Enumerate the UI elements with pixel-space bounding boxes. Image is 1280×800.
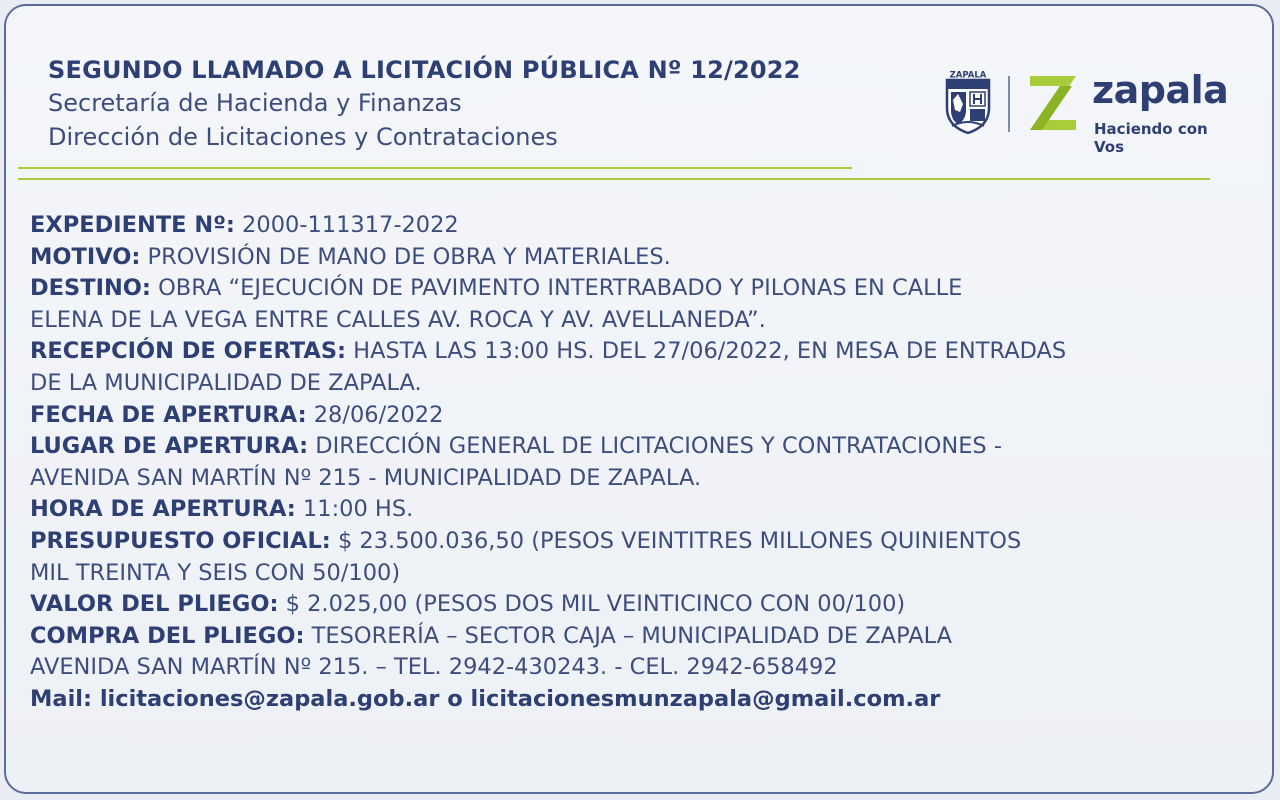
expediente-key: EXPEDIENTE Nº: bbox=[30, 212, 235, 238]
shield-label: ZAPALA bbox=[949, 70, 987, 81]
lugar-value: DIRECCIÓN GENERAL DE LICITACIONES Y CONTRATACIONES - bbox=[308, 433, 1002, 460]
compra-value: TESORERÍA – SECTOR CAJA – MUNICIPALIDAD DE ZAPALA bbox=[304, 622, 953, 649]
lugar-row-cont: AVENIDA SAN MARTÍN Nº 215 - MUNICIPALIDAD DE ZAPALA. bbox=[30, 464, 702, 491]
destino-row bbox=[30, 273, 1270, 305]
hora-row bbox=[30, 494, 1270, 526]
compra-row-cont: AVENIDA SAN MARTÍN Nº 215. – TEL. 2942-430243. - CEL. 2942-658492 bbox=[30, 654, 838, 681]
mail-row: Mail: licitaciones@zapala.gob.ar o licitacionesmunzapala@gmail.com.ar bbox=[30, 685, 941, 712]
expediente-row bbox=[30, 210, 1270, 242]
accent-rule-long bbox=[18, 178, 1210, 180]
presupuesto-value: $ 23.500.036,50 (PESOS VEINTITRES MILLONES QUINIENTOS bbox=[330, 527, 1022, 554]
fecha-row bbox=[30, 400, 1270, 432]
lugar-key: LUGAR DE APERTURA: bbox=[30, 433, 309, 460]
recepcion-key: RECEPCIÓN DE OFERTAS: bbox=[30, 338, 347, 365]
motivo-key: MOTIVO: bbox=[30, 243, 141, 270]
valor-row bbox=[30, 589, 1270, 621]
secretaria-label: Secretaría de Hacienda y Finanzas bbox=[48, 89, 462, 117]
destino-row-cont: ELENA DE LA VEGA ENTRE CALLES AV. ROCA Y AV. AVELLANEDA”. bbox=[30, 306, 766, 333]
header bbox=[48, 56, 801, 154]
motivo-row bbox=[30, 242, 1270, 274]
logos bbox=[942, 68, 1242, 156]
zapala-shield-icon bbox=[944, 70, 992, 134]
fecha-key: FECHA DE APERTURA: bbox=[30, 401, 307, 428]
accent-rule-short bbox=[18, 167, 852, 169]
recepcion-value: HASTA LAS 13:00 HS. DEL 27/06/2022, EN MESA DE ENTRADAS bbox=[346, 338, 1067, 365]
hora-value: 11:00 HS. bbox=[295, 496, 414, 523]
zapala-tagline: Haciendo con Vos bbox=[1094, 120, 1208, 156]
compra-row bbox=[30, 621, 1270, 653]
presupuesto-row bbox=[30, 526, 1270, 558]
direccion-label: Dirección de Licitaciones y Contrataciones bbox=[48, 123, 558, 151]
recepcion-row-cont: DE LA MUNICIPALIDAD DE ZAPALA. bbox=[30, 369, 422, 396]
lugar-row bbox=[30, 431, 1270, 463]
valor-value: $ 2.025,00 (PESOS DOS MIL VEINTICINCO CON 00/100) bbox=[278, 591, 906, 618]
expediente-value: 2000-111317-2022 bbox=[234, 212, 459, 238]
announcement-title: SEGUNDO LLAMADO A LICITACIÓN PÚBLICA Nº 12/2022 bbox=[48, 56, 801, 84]
destino-key: DESTINO: bbox=[30, 275, 151, 302]
presupuesto-row-cont: MIL TREINTA Y SEIS CON 50/100) bbox=[30, 559, 401, 586]
hora-key: HORA DE APERTURA: bbox=[30, 496, 296, 523]
recepcion-row bbox=[30, 336, 1270, 368]
announcement-body bbox=[30, 210, 1270, 716]
fecha-value: 28/06/2022 bbox=[306, 401, 444, 428]
destino-value: OBRA “EJECUCIÓN DE PAVIMENTO INTERTRABADO Y PILONAS EN CALLE bbox=[150, 275, 963, 302]
compra-key: COMPRA DEL PLIEGO: bbox=[30, 622, 305, 649]
zapala-wordmark: zapala bbox=[1092, 68, 1229, 112]
zapala-z-icon bbox=[1024, 70, 1082, 136]
logo-divider bbox=[1008, 76, 1010, 132]
presupuesto-key: PRESUPUESTO OFICIAL: bbox=[30, 527, 331, 554]
motivo-value: PROVISIÓN DE MANO DE OBRA Y MATERIALES. bbox=[140, 243, 671, 270]
valor-key: VALOR DEL PLIEGO: bbox=[30, 591, 279, 618]
announcement-card bbox=[4, 4, 1274, 794]
